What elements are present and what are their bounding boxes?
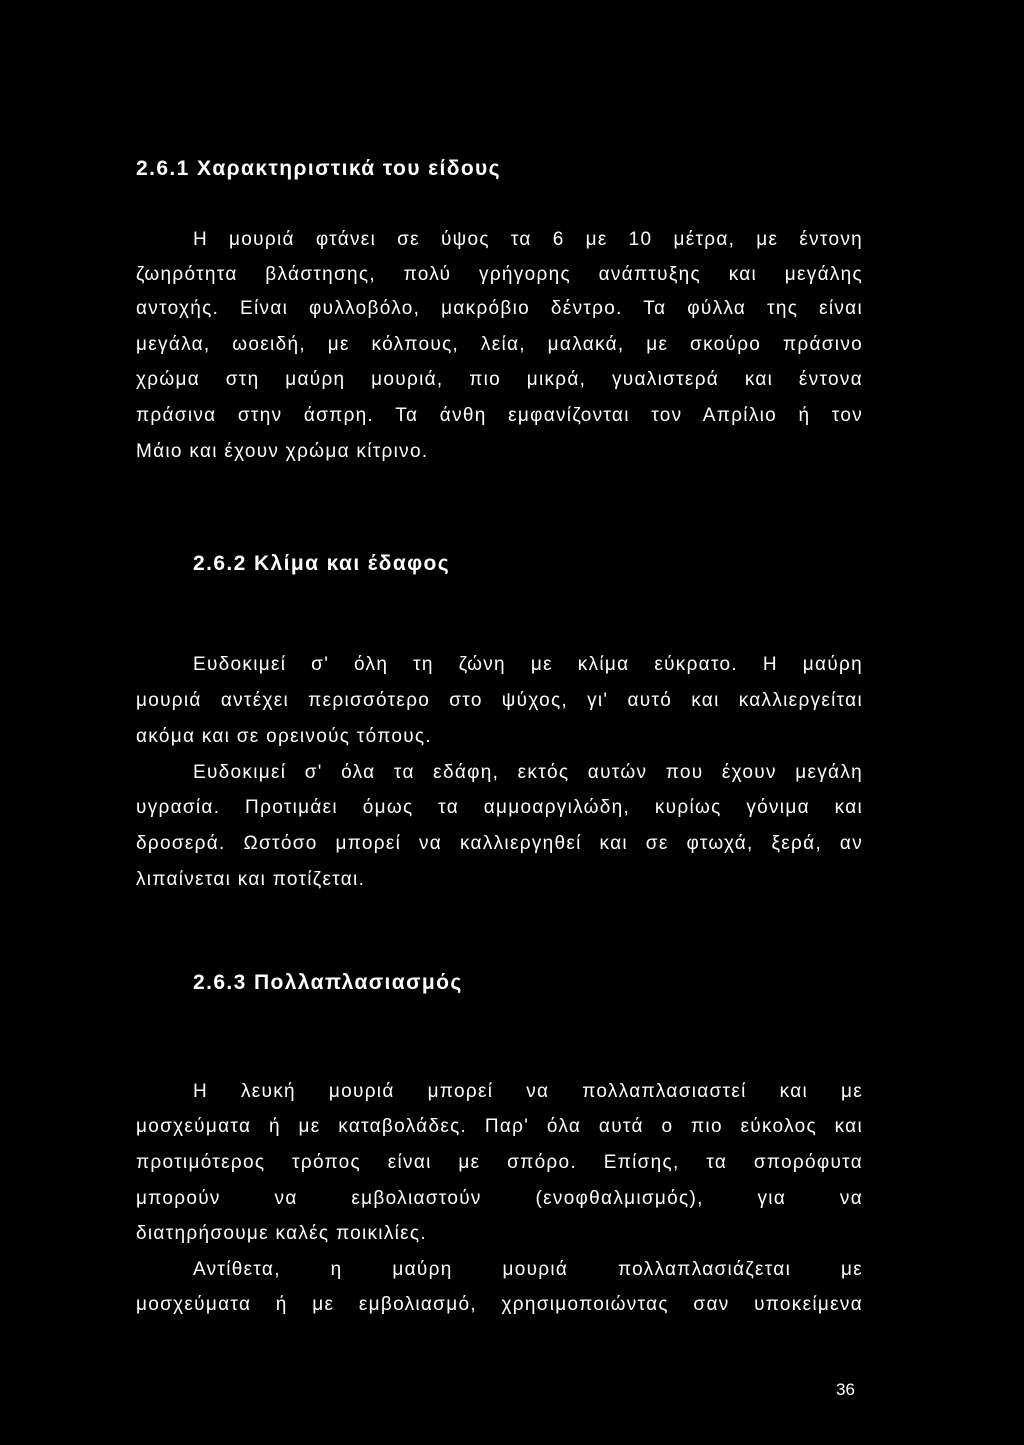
section-heading-characteristics: 2.6.1 Χαρακτηριστικά του είδους [136,157,502,180]
text-line: Μάιο και έχουν χρώμα κίτρινο. [136,441,429,462]
text-line: Η λευκή μουριά μπορεί να πολλαπλασιαστεί και με [193,1081,863,1102]
text-line: μουριά αντέχει περισσότερο στο ψύχος, γι' αυτό και καλλιεργείται [136,690,863,711]
text-line: διατηρήσουμε καλές ποικιλίες. [136,1223,427,1244]
text-line: υγρασία. Προτιμάει όμως τα αμμοαργιλώδη, κυρίως γόνιμα και [136,797,863,818]
text-line: Ευδοκιμεί σ' όλη τη ζώνη με κλίμα εύκρατο. Η μαύρη [193,654,863,675]
text-line: αντοχής. Είναι φυλλοβόλο, μακρόβιο δέντρο. Τα φύλλα της είναι [136,298,863,319]
text-line: λιπαίνεται και ποτίζεται. [136,869,366,890]
page-number: 36 [836,1380,855,1399]
text-line: Ευδοκιμεί σ' όλα τα εδάφη, εκτός αυτών που έχουν μεγάλη [193,762,863,783]
text-line: χρώμα στη μαύρη μουριά, πιο μικρά, γυαλιστερά και έντονα [136,369,863,390]
text-line: προτιμότερος τρόπος είναι με σπόρο. Επίσης, τα σπορόφυτα [136,1152,863,1173]
section-heading-propagation: 2.6.3 Πολλαπλασιασμός [193,971,463,994]
text-line: πράσινα στην άσπρη. Τα άνθη εμφανίζονται τον Απρίλιο ή τον [136,405,863,426]
section-heading-climate-soil: 2.6.2 Κλίμα και έδαφος [193,552,451,575]
text-line: μοσχεύματα ή με εμβολιασμό, χρησιμοποιώντας σαν υποκείμενα [136,1294,863,1315]
text-line: μοσχεύματα ή με καταβολάδες. Παρ' όλα αυτά ο πιο εύκολος και [136,1116,863,1137]
text-line: ζωηρότητα βλάστησης, πολύ γρήγορης ανάπτυξης και μεγάλης [136,264,863,285]
text-line: μεγάλα, ωοειδή, με κόλπους, λεία, μαλακά, με σκούρο πράσινο [136,334,863,355]
text-line: ακόμα και σε ορεινούς τόπους. [136,726,432,747]
text-line: Η μουριά φτάνει σε ύψος τα 6 με 10 μέτρα, με έντονη [193,229,863,250]
text-line: μπορούν να εμβολιαστούν (ενοφθαλμισμός), για να [136,1188,863,1209]
text-line: Αντίθετα, η μαύρη μουριά πολλαπλασιάζεται με [193,1259,863,1280]
text-line: δροσερά. Ωστόσο μπορεί να καλλιεργηθεί και σε φτωχά, ξερά, αν [136,833,863,854]
